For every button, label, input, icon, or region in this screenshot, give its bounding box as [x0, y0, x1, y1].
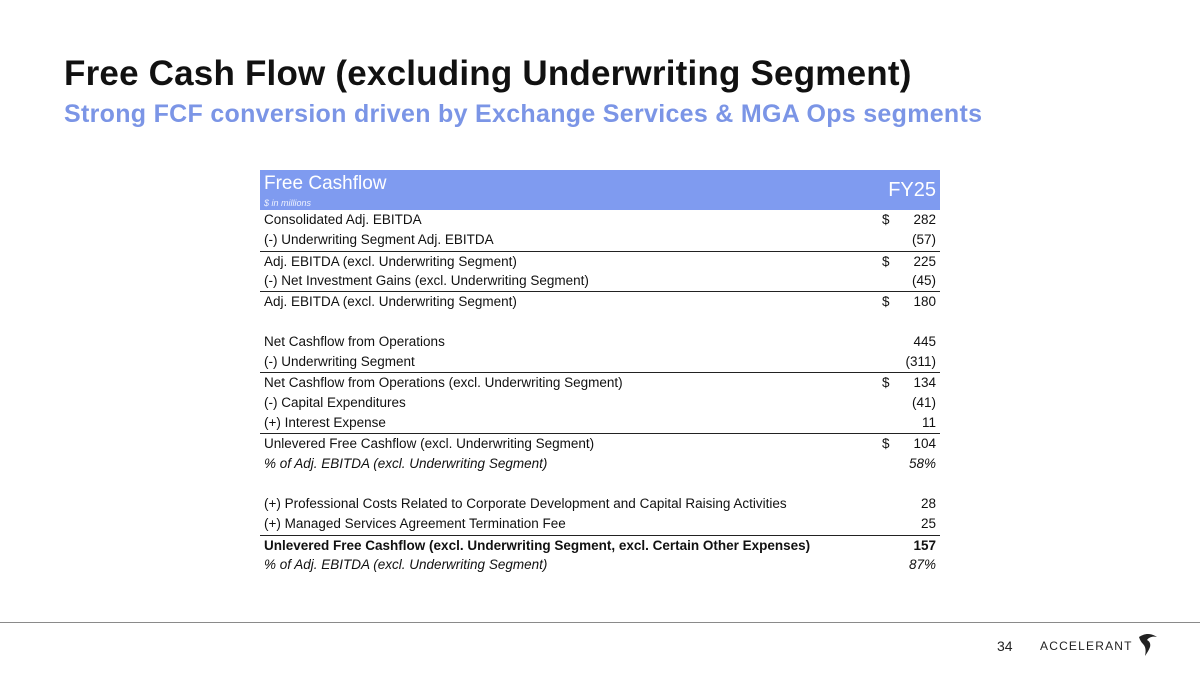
table-row — [260, 251, 940, 271]
row-value: 445 — [913, 333, 936, 349]
row-value: 58% — [908, 455, 936, 471]
table-row-percentage — [260, 555, 940, 575]
row-currency: $ — [882, 375, 890, 391]
row-value: (57) — [911, 232, 936, 248]
row-value: 157 — [913, 537, 936, 553]
table-row — [260, 372, 940, 392]
row-label: (-) Underwriting Segment Adj. EBITDA — [264, 232, 494, 248]
table-row — [260, 514, 940, 534]
slide-subtitle: Strong FCF conversion driven by Exchange Services & MGA Ops segments — [64, 100, 983, 128]
table-row-percentage — [260, 454, 940, 474]
table-row — [260, 393, 940, 413]
footer-divider — [0, 622, 1200, 623]
row-label: Adj. EBITDA (excl. Underwriting Segment) — [264, 294, 517, 310]
table-row — [260, 332, 940, 352]
table-row — [260, 210, 940, 230]
row-label: (+) Professional Costs Related to Corporate Development and Capital Raising Activities — [264, 496, 787, 512]
table-row — [260, 230, 940, 250]
row-value: 134 — [913, 375, 936, 391]
row-value: 180 — [913, 294, 936, 310]
table-spacer-row — [260, 311, 940, 331]
row-label: Adj. EBITDA (excl. Underwriting Segment) — [264, 253, 517, 269]
table-row — [260, 291, 940, 311]
row-currency: $ — [882, 212, 890, 227]
table-row — [260, 413, 940, 433]
row-label: (+) Managed Services Agreement Termination Fee — [264, 516, 566, 532]
row-value: (41) — [911, 394, 936, 410]
column-header-fy25: FY25 — [888, 179, 936, 201]
table-row-total — [260, 535, 940, 555]
row-currency: $ — [882, 436, 890, 452]
row-value: 11 — [921, 414, 936, 430]
row-label: Consolidated Adj. EBITDA — [264, 212, 422, 227]
bird-logo-icon — [1137, 631, 1159, 662]
table-header-title: Free Cashflow — [264, 173, 387, 194]
row-label: % of Adj. EBITDA (excl. Underwriting Segment) — [264, 557, 548, 573]
row-value: 28 — [920, 496, 936, 512]
row-label: % of Adj. EBITDA (excl. Underwriting Segment) — [264, 455, 548, 471]
row-label: Net Cashflow from Operations — [264, 333, 445, 349]
row-label: Net Cashflow from Operations (excl. Underwriting Segment) — [264, 375, 623, 391]
row-label: (-) Underwriting Segment — [264, 354, 415, 370]
row-currency: $ — [882, 253, 890, 269]
row-value: 225 — [913, 253, 936, 269]
row-label: (-) Capital Expenditures — [264, 394, 406, 410]
table-row — [260, 352, 940, 372]
row-value: 87% — [908, 557, 936, 573]
free-cashflow-table — [260, 170, 940, 575]
row-label: (-) Net Investment Gains (excl. Underwriting Segment) — [264, 272, 589, 288]
row-label: Unlevered Free Cashflow (excl. Underwriting Segment) — [264, 436, 595, 452]
table-row — [260, 494, 940, 514]
logo-text: ACCELERANT — [1040, 639, 1133, 653]
accelerant-logo — [1040, 632, 1159, 660]
table-header — [260, 170, 940, 210]
table-row — [260, 433, 940, 453]
row-value: 25 — [920, 516, 936, 532]
table-units-note: $ in millions — [264, 198, 312, 208]
row-value: 104 — [913, 436, 936, 452]
row-label: Unlevered Free Cashflow (excl. Underwriting Segment, excl. Certain Other Expenses) — [264, 537, 811, 553]
row-value: 282 — [913, 212, 936, 227]
table-spacer-row — [260, 474, 940, 494]
row-value: (311) — [905, 354, 936, 370]
row-label: (+) Interest Expense — [264, 414, 386, 430]
page-number: 34 — [997, 638, 1013, 654]
row-value: (45) — [911, 272, 936, 288]
row-currency: $ — [882, 294, 890, 310]
slide-title: Free Cash Flow (excluding Underwriting Segment) — [64, 54, 912, 93]
table-row — [260, 271, 940, 291]
